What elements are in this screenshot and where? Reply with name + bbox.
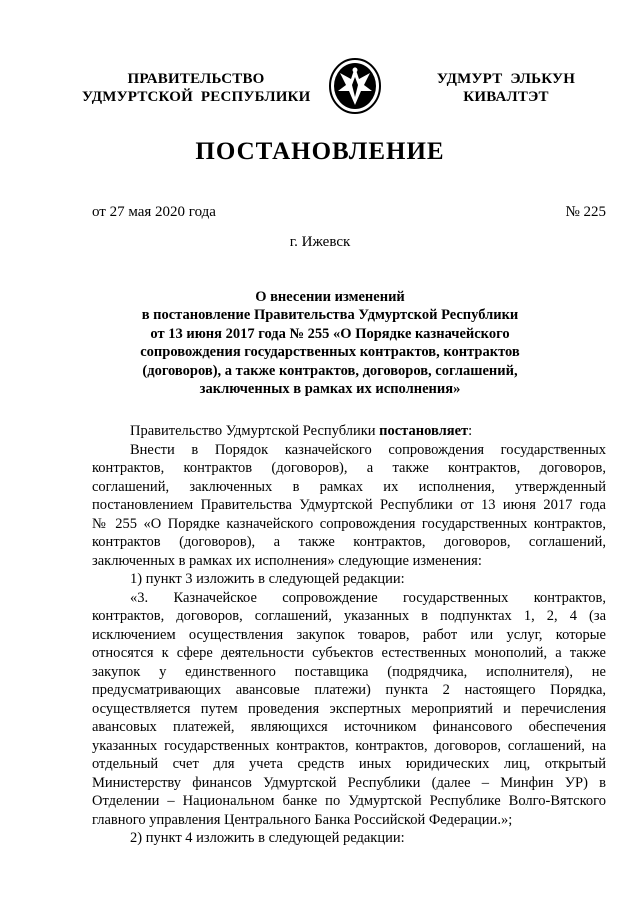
heading-line: сопровождения государственных контрактов, контрактов [140, 344, 520, 361]
body-intro-line [92, 422, 606, 441]
heading-line: в постановление Правительства Удмуртской Республики [141, 307, 519, 324]
body-line: № 255 «О Порядке казначейского сопровождения государственных контрактов, [92, 515, 606, 532]
heading-line: от 13 июня 2017 года № 255 «О Порядке казначейского [150, 325, 510, 342]
body-line: Министерству финансов Удмуртской Республики (далее – Минфин УР) в [92, 774, 606, 791]
document-heading [120, 288, 540, 398]
body-line: 1) пункт 3 изложить в следующей редакции: [130, 571, 405, 587]
body-line: соглашений, заключенных в рамках их исполнения, утвержденный [92, 478, 606, 495]
intro-colon: : [468, 423, 473, 439]
body-line: осуществляется путем проведения экспертных мероприятий и перечисления [92, 700, 606, 717]
emblem [328, 57, 382, 115]
body-line: Отделении – Национальном банке по Удмуртской Республике Волго-Вятского [92, 793, 606, 809]
header-left-line1: ПРАВИТЕЛЬСТВО [127, 71, 265, 87]
header-left [82, 70, 310, 106]
heading-line: О внесении изменений [255, 289, 405, 305]
intro-bold: постановляет [379, 423, 469, 439]
header-left-line2: УДМУРТСКОЙ РЕСПУБЛИКИ [82, 89, 311, 105]
body-line: заключенных в рамках их исполнения» следующие изменения: [92, 552, 482, 569]
intro-text: Правительство Удмуртской Республики [130, 423, 380, 439]
body-line: указанных государственных контрактов, контрактов, договоров, соглашений, на [92, 737, 606, 754]
document-title: ПОСТАНОВЛЕНИЕ [195, 138, 445, 165]
body-line: контрактов, договоров, соглашений, указанных в подпунктах 1, 2, 4 (за [92, 608, 606, 624]
body-line: закупок у единственного поставщика (подрядчика, исполнителя), не [92, 663, 606, 680]
body-line: 2) пункт 4 изложить в следующей редакции: [130, 830, 405, 846]
body-line: контрактов, контрактов (договоров), а также контрактов, договоров, [92, 460, 606, 476]
document-date: от 27 мая 2020 года [92, 204, 216, 220]
body-line: контрактов (договоров), а также контрактов, договоров, соглашений, [92, 534, 606, 550]
heading-line: (договоров), а также контрактов, договоров, соглашений, [142, 362, 518, 379]
body-line: постановлением Правительства Удмуртской Республики от 13 июня 2017 года [92, 497, 606, 513]
header-right-line2: КИВАЛТЭТ [463, 89, 549, 105]
body-line: относятся к сфере деятельности субъектов естественных монополий, а также [92, 645, 606, 661]
header-right-line1: УДМУРТ ЭЛЬКУН [436, 71, 576, 87]
document-city: г. Ижевск [289, 234, 351, 250]
body-line: «3. Казначейское сопровождение государственных контрактов, [130, 589, 606, 606]
body-line: Внести в Порядок казначейского сопровождения государственных [130, 441, 606, 458]
body-line: отдельный счет для учета средств иных юридических лиц, открытый [92, 756, 606, 772]
body-line: главного управления Центрального Банка Российской Федерации.»; [92, 811, 513, 828]
udmurt-coat-of-arms-icon [328, 57, 382, 115]
body-line: предусматривающих авансовые платежи) пункта 2 настоящего Порядка, [92, 682, 606, 698]
heading-line: заключенных в рамках их исполнения» [199, 381, 461, 398]
header-right [420, 70, 592, 106]
body-line: авансовых платежей, являющихся источником финансового обеспечения [92, 719, 606, 735]
body-line: исключением осуществления закупок товаров, работ или услуг, которые [92, 626, 606, 643]
document-number: № 225 [565, 204, 606, 220]
document-body [92, 422, 606, 848]
